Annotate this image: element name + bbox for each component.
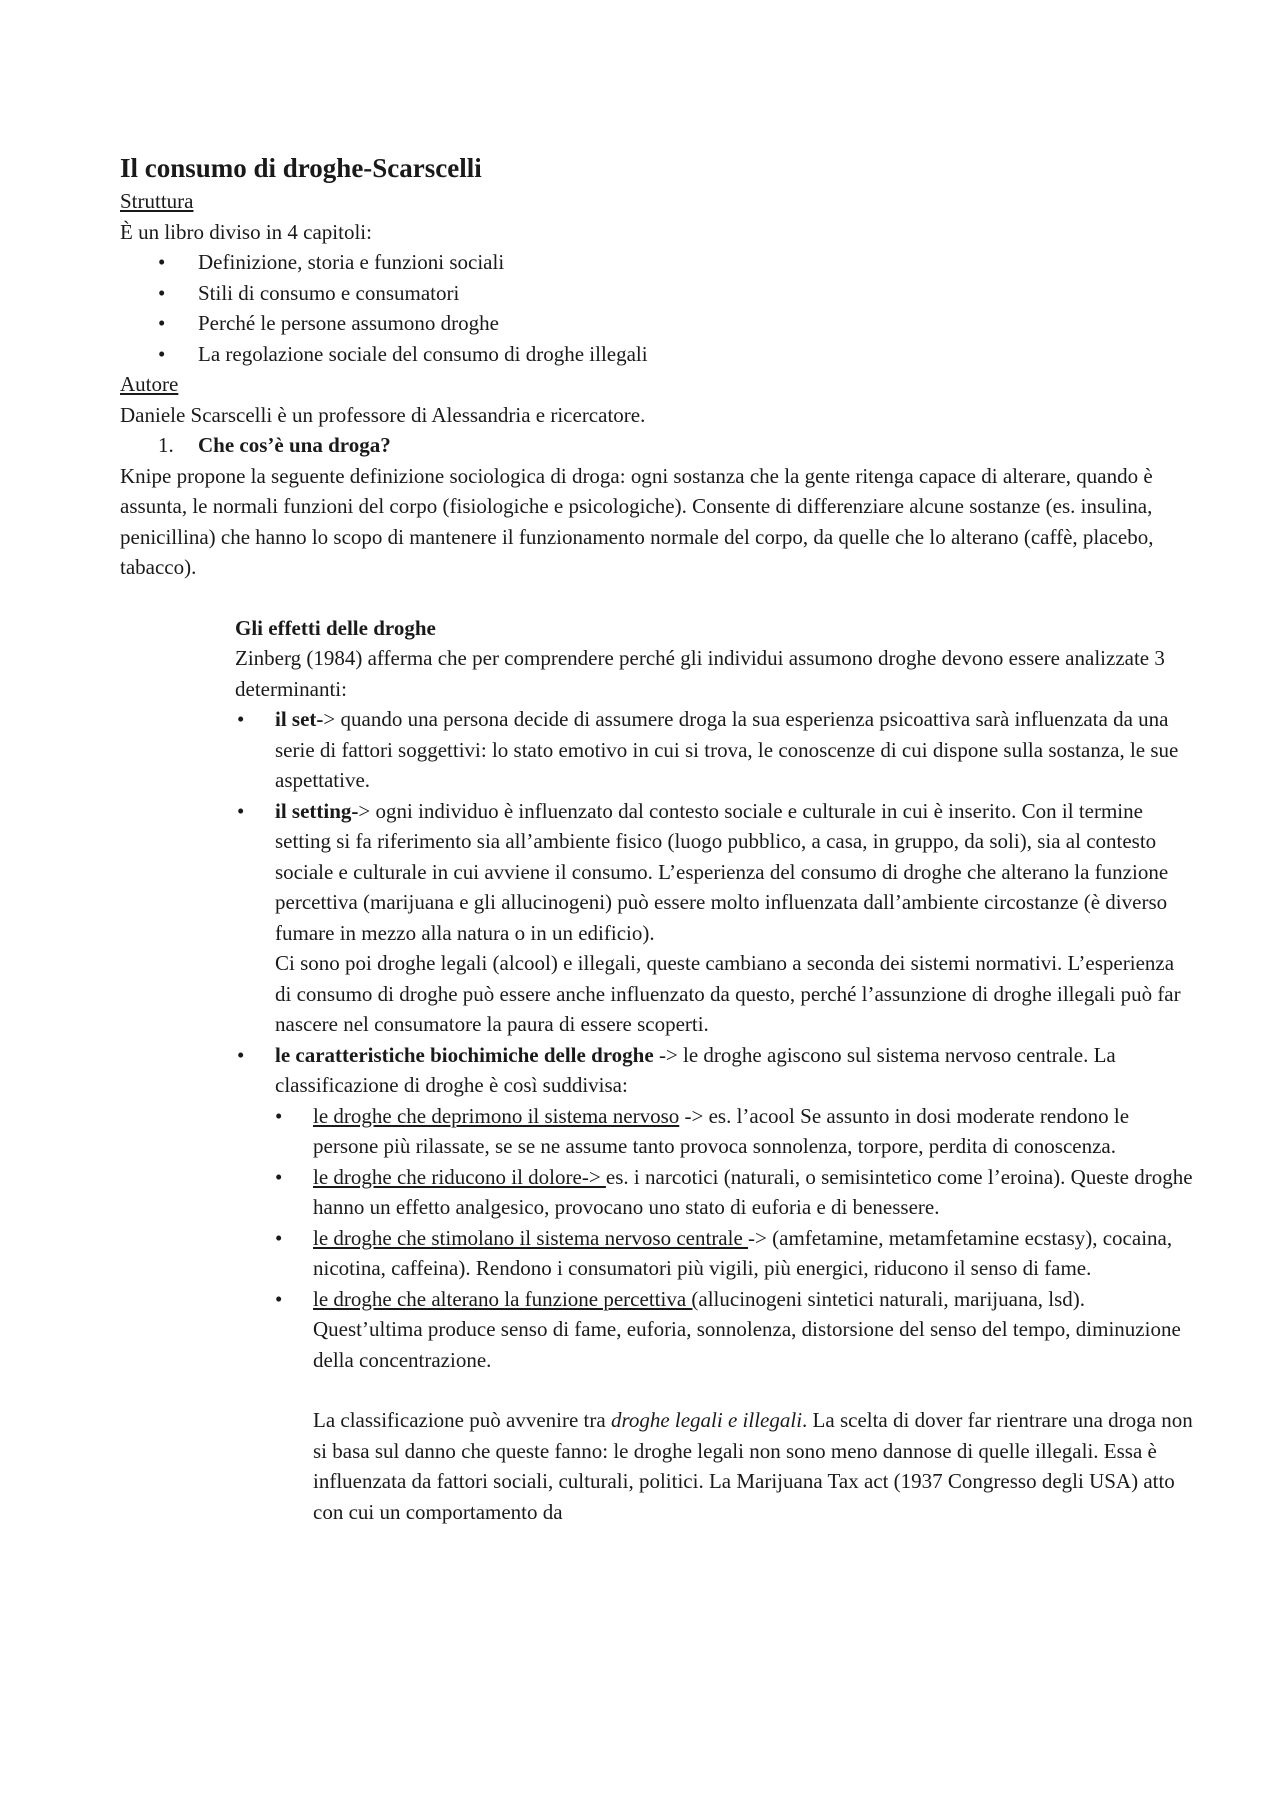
list-item: • Stili di consumo e consumatori bbox=[120, 278, 1180, 309]
list-item: • Definizione, storia e funzioni sociali bbox=[120, 247, 1180, 278]
list-item: • le droghe che alterano la funzione percettiva (allucinogeni sintetici naturali, marijuana, lsd). Quest’ultima produce senso di fame, euforia, sonnolenza, distorsione del senso del tempo, diminuzione della concentrazione. bbox=[235, 1284, 1195, 1376]
setting-paragraph-2: Ci sono poi droghe legali (alcool) e illegali, queste cambiano a seconda dei sistemi normativi. L’esperienza di consumo di droghe può essere anche influenzato da questo, perché l’assunzione di droghe illegali può far nascere nel consumatore la paura di essere scoperti. bbox=[275, 951, 1181, 1036]
list-item: • La regolazione sociale del consumo di droghe illegali bbox=[120, 339, 1180, 370]
effetti-intro: Zinberg (1984) afferma che per comprendere perché gli individui assumono droghe devono essere analizzate 3 determinanti: bbox=[235, 646, 1165, 701]
struttura-heading: Struttura bbox=[120, 189, 194, 213]
list-item: • le droghe che riducono il dolore-> es. i narcotici (naturali, o semisintetico come l’eroina). Queste droghe hanno un effetto analgesico, provocano uno stato di euforia e di benessere. bbox=[235, 1162, 1195, 1223]
section-1-text: Knipe propone la seguente definizione sociologica di droga: ogni sostanza che la gente ritenga capace di alterare, quando è assunta, le normali funzioni del corpo (fisiologiche e psicologiche). Consente di differenziare alcune sostanze (es. insulina, penicillina) che hanno lo scopo di mantenere il funzionamento normale del corpo, da quelle che lo alterano (caffè, placebo, tabacco). bbox=[120, 463, 1154, 579]
section-1-heading bbox=[120, 430, 1180, 461]
list-item-setting: • il setting-> ogni individuo è influenzato dal contesto sociale e culturale in cui è inserito. Con il termine setting si fa riferimento sia all’ambiente fisico (luogo pubblico, a casa, in gruppo, da soli), sia al contesto sociale e culturale in cui avviene il consumo. L’esperienza del consumo di droghe che alterano la funzione percettiva (marijuana e gli allucinogeni) può essere molto influenzata dall’ambiente circostanze (è diverso fumare in mezzo alla natura o in un edificio). Ci sono poi droghe legali (alcool) e illegali, queste cambiano a seconda dei sistemi normativi. L’esperienza di consumo di droghe può essere anche influenzato da questo, perché l’assunzione di droghe illegali può far nascere nel consumatore la paura di essere scoperti. bbox=[235, 796, 1195, 1040]
document-title: Il consumo di droghe-Scarscelli bbox=[120, 153, 482, 183]
autore-text: Daniele Scarscelli è un professore di Alessandria e ricercatore. bbox=[120, 402, 646, 427]
list-item-biochimiche: • le caratteristiche biochimiche delle droghe -> le droghe agiscono sul sistema nervoso centrale. La classificazione di droghe è così suddivisa: bbox=[235, 1040, 1195, 1101]
section-number: 1. bbox=[158, 433, 174, 457]
chapter-list bbox=[120, 247, 1180, 369]
classificazione-paragraph: La classificazione può avvenire tra droghe legali e illegali. La scelta di dover far rientrare una droga non si basa sul danno che queste fanno: le droghe legali non sono meno dannose di quelle illegali. Essa è influenzata da fattori sociali, culturali, politici. La Marijuana Tax act (1937 Congresso degli USA) atto con cui un comportamento da bbox=[313, 1408, 1193, 1524]
classificazione-list bbox=[235, 1101, 1195, 1376]
section-title: Che cos’è una droga? bbox=[198, 433, 391, 457]
effetti-section bbox=[235, 613, 1195, 1528]
list-item-set: • il set-> quando una persona decide di assumere droga la sua esperienza psicoattiva sarà influenzata da una serie di fattori soggettivi: lo stato emotivo in cui si trova, le conoscenze di cui dispone sulla sostanza, le sue aspettative. bbox=[235, 704, 1195, 796]
list-item: • le droghe che stimolano il sistema nervoso centrale -> (amfetamine, metamfetamine ecstasy), cocaina, nicotina, caffeina). Rendono i consumatori più vigili, più energici, riducono il senso di fame. bbox=[235, 1223, 1195, 1284]
effetti-heading: Gli effetti delle droghe bbox=[235, 615, 436, 640]
document-page bbox=[120, 150, 1193, 1527]
list-item: • le droghe che deprimono il sistema nervoso -> es. l’acool Se assunto in dosi moderate rendono le persone più rilassate, se se ne assume tanto provoca sonnolenza, torpore, perdita di conoscenza. bbox=[235, 1101, 1195, 1162]
list-item: • Perché le persone assumono droghe bbox=[120, 308, 1180, 339]
autore-heading: Autore bbox=[120, 372, 179, 396]
struttura-intro: È un libro diviso in 4 capitoli: bbox=[120, 219, 372, 244]
determinanti-list bbox=[235, 704, 1195, 1101]
